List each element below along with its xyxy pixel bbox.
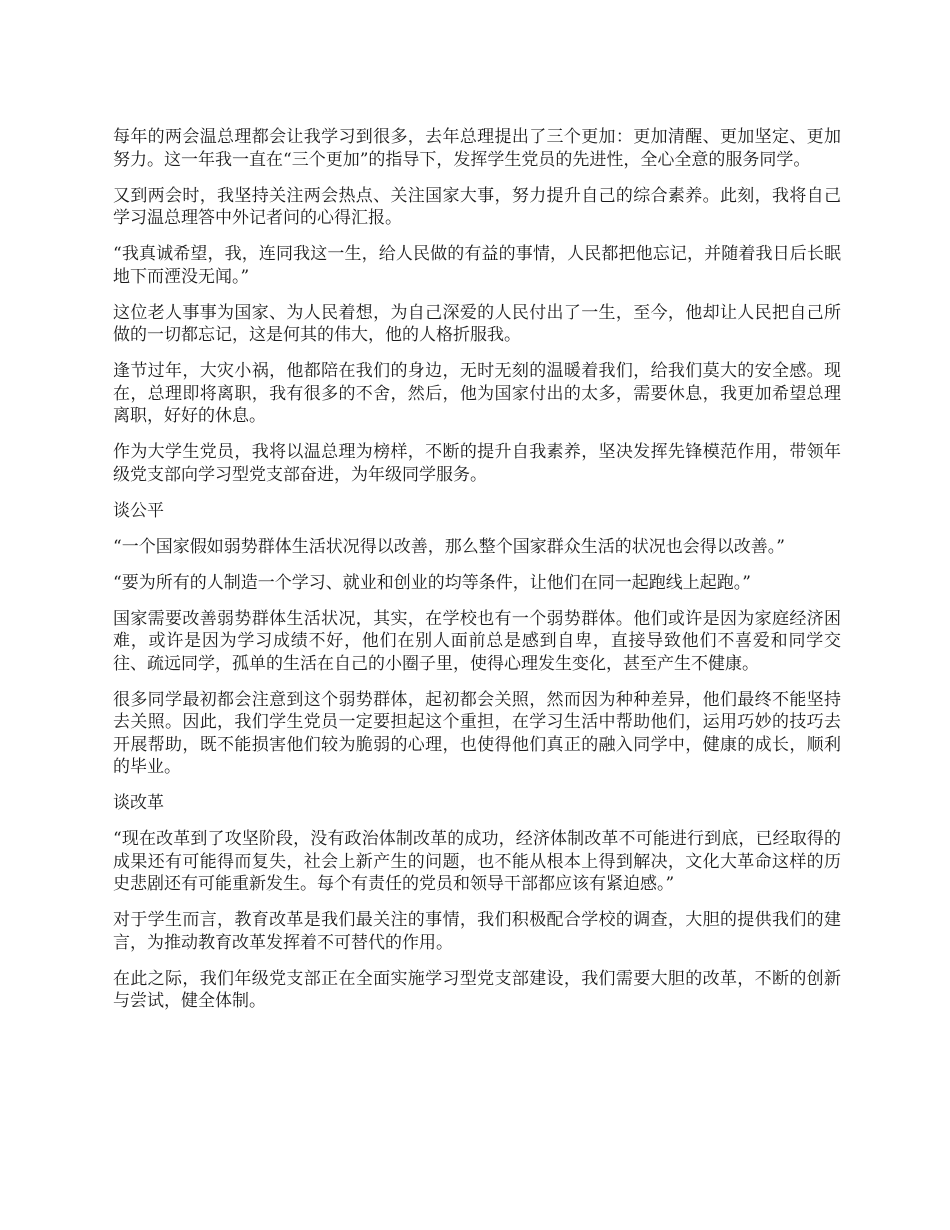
document-body [113, 126, 841, 1026]
paragraph: 国家需要改善弱势群体生活状况，其实，在学校也有一个弱势群体。他们或许是因为家庭经济困难，或许是因为学习成绩不好，他们在别人面前总是感到自卑，直接导致他们不喜爱和同学交往、疏远同学，孤单的生活在自己的小圈子里，使得心理发生变化，甚至产生不健康。 [113, 608, 841, 674]
section-heading: 谈公平 [113, 500, 164, 521]
paragraph: 对于学生而言，教育改革是我们最关注的事情，我们积极配合学校的调查，大胆的提供我们的建言，为推动教育改革发挥着不可替代的作用。 [113, 910, 841, 953]
paragraph: “我真诚希望，我，连同我这一生，给人民做的有益的事情，人民都把他忘记，并随着我日后长眠地下而湮没无闻。” [113, 244, 841, 287]
paragraph: 在此之际，我们年级党支部正在全面实施学习型党支部建设，我们需要大胆的改革，不断的创新与尝试，健全体制。 [113, 968, 841, 1011]
paragraph: 又到两会时，我坚持关注两会热点、关注国家大事，努力提升自己的综合素养。此刻，我将自己学习温总理答中外记者问的心得汇报。 [113, 185, 841, 228]
paragraph: 这位老人事事为国家、为人民着想，为自己深爱的人民付出了一生，至今，他却让人民把自己所做的一切都忘记，这是何其的伟大，他的人格折服我。 [113, 302, 841, 345]
paragraph: 逢节过年，大灾小祸，他都陪在我们的身边，无时无刻的温暖着我们，给我们莫大的安全感。现在，总理即将离职，我有很多的不舍，然后，他为国家付出的太多，需要休息，我更加希望总理离职，好好的休息。 [113, 361, 841, 426]
paragraph: “现在改革到了攻坚阶段，没有政治体制改革的成功，经济体制改革不可能进行到底，已经取得的成果还有可能得而复失，社会上新产生的问题，也不能从根本上得到解决，文化大革命这样的历史悲剧还有可能重新发生。每个有责任的党员和领导干部都应该有紧迫感。” [113, 829, 841, 894]
section-heading: 谈改革 [113, 793, 164, 813]
paragraph: 每年的两会温总理都会让我学习到很多，去年总理提出了三个更加：更加清醒、更加坚定、更加努力。这一年我一直在“三个更加”的指导下，发挥学生党员的先进性，全心全意的服务同学。 [113, 127, 841, 170]
paragraph: “一个国家假如弱势群体生活状况得以改善，那么整个国家群众生活的状况也会得以改善。” [113, 536, 785, 557]
paragraph: “要为所有的人制造一个学习、就业和创业的均等条件，让他们在同一起跑线上起跑。” [113, 572, 751, 593]
paragraph: 很多同学最初都会注意到这个弱势群体，起初都会关照，然而因为种种差异，他们最终不能坚持去关照。因此，我们学生党员一定要担起这个重担，在学习生活中帮助他们，运用巧妙的技巧去开展帮助，既不能损害他们较为脆弱的心理，也使得他们真正的融入同学中，健康的成长，顺利的毕业。 [113, 689, 841, 777]
paragraph: 作为大学生党员，我将以温总理为榜样，不断的提升自我素养，坚决发挥先锋模范作用，带领年级党支部向学习型党支部奋进，为年级同学服务。 [113, 442, 841, 485]
